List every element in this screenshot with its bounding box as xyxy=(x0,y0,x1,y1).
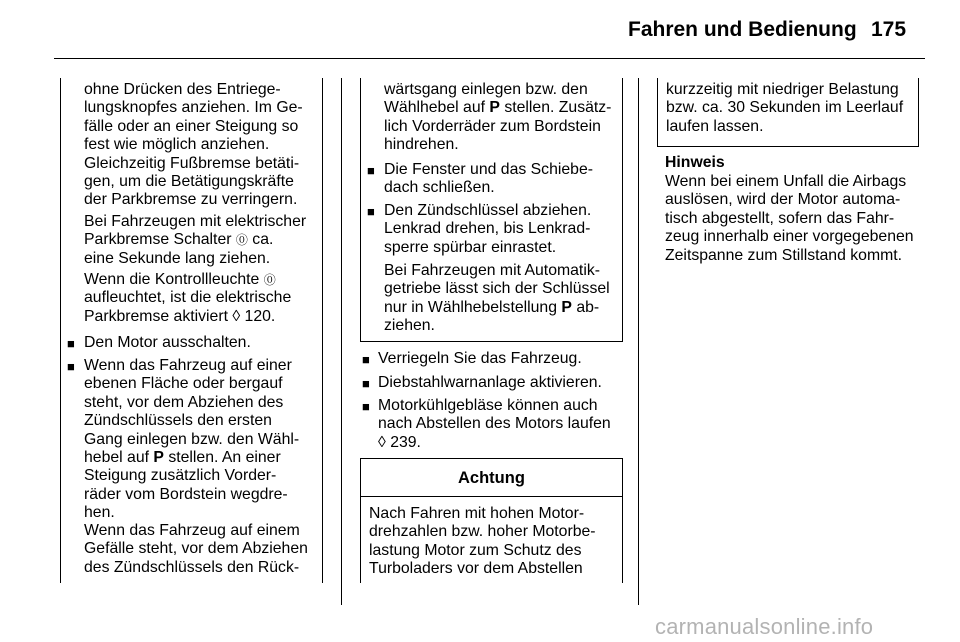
gear-p-label: P xyxy=(153,448,164,466)
text-line: lungsknopfes anziehen. Im Ge- xyxy=(84,99,303,117)
text: Parkbremse Schalter xyxy=(84,231,236,249)
text-line: zeug innerhalb einer vorgegebenen xyxy=(665,228,914,246)
text-line: drehzahlen bzw. hoher Motorbe- xyxy=(369,523,596,541)
text-line: Gleichzeitig Fußbremse betäti- xyxy=(84,154,300,172)
text-line: laufen lassen. xyxy=(666,117,764,135)
bullet-icon: ■ xyxy=(67,359,75,374)
text: Wählhebel auf xyxy=(384,99,490,117)
text-line: lastung Motor zum Schutz des xyxy=(369,541,582,559)
text-line: Wenn bei einem Unfall die Airbags xyxy=(665,173,907,190)
text-line: Wenn das Fahrzeug auf einem xyxy=(84,522,300,539)
header-rule xyxy=(54,58,925,59)
text-line: Gefälle steht, vor dem Abziehen xyxy=(84,540,308,558)
text-line: dach schließen. xyxy=(384,179,495,197)
col1-bullet1 xyxy=(84,334,251,352)
text-line: Turboladers vor dem Abstellen xyxy=(369,560,583,578)
gear-p-label: P xyxy=(489,99,500,117)
col3-box-bottom xyxy=(657,146,919,147)
col1-bullet2 xyxy=(84,357,299,523)
text: 120. xyxy=(240,307,276,325)
text-line: Steigung zusätzlich Vorder- xyxy=(84,467,277,485)
text-line: steht, vor dem Abziehen des xyxy=(84,393,284,411)
text-line: Zeitspanne zum Stillstand kommt. xyxy=(665,246,903,264)
bullet-icon: ■ xyxy=(362,399,370,414)
col1-box-left xyxy=(60,78,61,583)
bullet-icon: ■ xyxy=(67,336,75,351)
text-line: Verriegeln Sie das Fahrzeug. xyxy=(378,350,582,367)
text-line: getriebe lässt sich der Schlüssel xyxy=(384,280,610,298)
text-line: Zündschlüssels den ersten xyxy=(84,412,272,430)
col2-box-para2 xyxy=(384,262,610,336)
text-line xyxy=(378,434,611,452)
col1-para2 xyxy=(84,213,306,268)
achtung-box-right xyxy=(622,458,623,583)
hinweis-text xyxy=(665,173,914,265)
text-line: ebenen Fläche oder bergauf xyxy=(84,375,283,393)
text: nur in Wählhebelstellung xyxy=(384,298,562,316)
col2-box-left xyxy=(360,78,361,341)
text: ab- xyxy=(571,298,600,316)
text-line: Wenn das Fahrzeug auf einer xyxy=(84,357,292,374)
text: 239. xyxy=(385,433,421,451)
text-line: Nach Fahren mit hohen Motor- xyxy=(369,505,585,522)
text-line: der Parkbremse zu verringern. xyxy=(84,191,298,209)
parking-brake-icon: ⓪ xyxy=(235,233,248,248)
page-reference-icon: ◊ xyxy=(378,433,386,451)
achtung-text xyxy=(369,505,596,579)
col2-box-para1 xyxy=(384,81,611,155)
col2-bullet5 xyxy=(378,397,611,452)
text-line: bzw. ca. 30 Sekunden im Leerlauf xyxy=(666,99,904,117)
bullet-icon: ■ xyxy=(367,163,375,178)
bullet-icon: ■ xyxy=(362,376,370,391)
col2-box-bottom xyxy=(360,341,623,342)
text-line: Lenkrad drehen, bis Lenkrad- xyxy=(384,220,591,238)
col2-bullet1 xyxy=(384,161,593,198)
text: hebel auf xyxy=(84,448,154,466)
col3-box-text xyxy=(666,81,903,136)
col1-box-right xyxy=(322,78,323,583)
text: Wenn die Kontrollleuchte xyxy=(84,271,264,288)
col1-para4 xyxy=(84,522,308,577)
parking-brake-icon: ⓪ xyxy=(263,273,276,287)
watermark: carmanualsonline.info xyxy=(655,614,874,639)
text-line: wärtsgang einlegen bzw. den xyxy=(384,81,588,98)
text-line: aufleuchtet, ist die elektrische xyxy=(84,289,292,307)
text-line: hen. xyxy=(84,504,115,522)
text-line: lich Vorderräder zum Bordstein xyxy=(384,117,601,135)
achtung-box-left xyxy=(360,458,361,583)
text-line: Bei Fahrzeugen mit Automatik- xyxy=(384,262,600,279)
text-line: des Zündschlüssels den Rück- xyxy=(84,558,300,576)
text-line: Die Fenster und das Schiebe- xyxy=(384,161,593,178)
text-line: Den Motor ausschalten. xyxy=(84,334,251,351)
text: stellen. Zusätz- xyxy=(499,99,612,117)
text-line: eine Sekunde lang ziehen. xyxy=(84,249,271,267)
text-line: Gang einlegen bzw. den Wähl- xyxy=(84,430,300,448)
text-line xyxy=(84,231,306,249)
bullet-icon: ■ xyxy=(362,352,370,367)
col2-bullet2 xyxy=(384,202,591,257)
text: stellen. An einer xyxy=(163,448,281,466)
page-title: Fahren und Bedienung xyxy=(628,18,857,41)
text: Parkbremse aktiviert xyxy=(84,307,233,325)
col2-bullet3 xyxy=(378,350,582,368)
text-line xyxy=(84,271,291,289)
col3-box-left xyxy=(657,78,658,146)
text: ca. xyxy=(247,231,274,249)
column-divider-2 xyxy=(638,78,639,605)
col2-box-right xyxy=(622,78,623,341)
text-line: Motorkühlgebläse können auch xyxy=(378,397,598,414)
page-reference-icon: ◊ xyxy=(232,307,241,325)
text-line: fest wie möglich anziehen. xyxy=(84,136,270,154)
text-line: ohne Drücken des Entriege- xyxy=(84,81,281,98)
gear-p-label: P xyxy=(561,298,572,316)
achtung-title-rule xyxy=(360,496,623,497)
text-line xyxy=(84,449,299,467)
text-line: Den Zündschlüssel abziehen. xyxy=(384,202,592,219)
hinweis-title: Hinweis xyxy=(665,154,725,171)
text-line: gen, um die Betätigungskräfte xyxy=(84,172,294,190)
text-line: hindrehen. xyxy=(384,136,459,154)
col1-para3 xyxy=(84,271,291,326)
text-line: fälle oder an einer Steigung so xyxy=(84,117,299,135)
text-line: Bei Fahrzeugen mit elektrischer xyxy=(84,213,307,230)
col1-para1 xyxy=(84,81,303,210)
text-line: Diebstahlwarnanlage aktivieren. xyxy=(378,374,602,391)
text-line: kurzzeitig mit niedriger Belastung xyxy=(666,81,899,98)
text-line: tisch abgestellt, sofern das Fahr- xyxy=(665,209,895,227)
text-line: auslösen, wird der Motor automa- xyxy=(665,191,901,209)
text-line: räder vom Bordstein wegdre- xyxy=(84,485,288,503)
achtung-title: Achtung xyxy=(458,469,525,487)
bullet-icon: ■ xyxy=(367,204,375,219)
column-divider-1 xyxy=(341,78,342,605)
text-line: nach Abstellen des Motors laufen xyxy=(378,415,611,433)
text-line: sperre spürbar einrastet. xyxy=(384,238,557,256)
text-line xyxy=(84,308,291,326)
text-line: ziehen. xyxy=(384,317,435,335)
page-number: 175 xyxy=(871,18,907,41)
col3-box-right xyxy=(918,78,919,146)
achtung-box-top xyxy=(360,458,623,459)
text-line xyxy=(384,99,611,117)
col2-bullet4 xyxy=(378,374,602,392)
text-line xyxy=(384,299,610,317)
